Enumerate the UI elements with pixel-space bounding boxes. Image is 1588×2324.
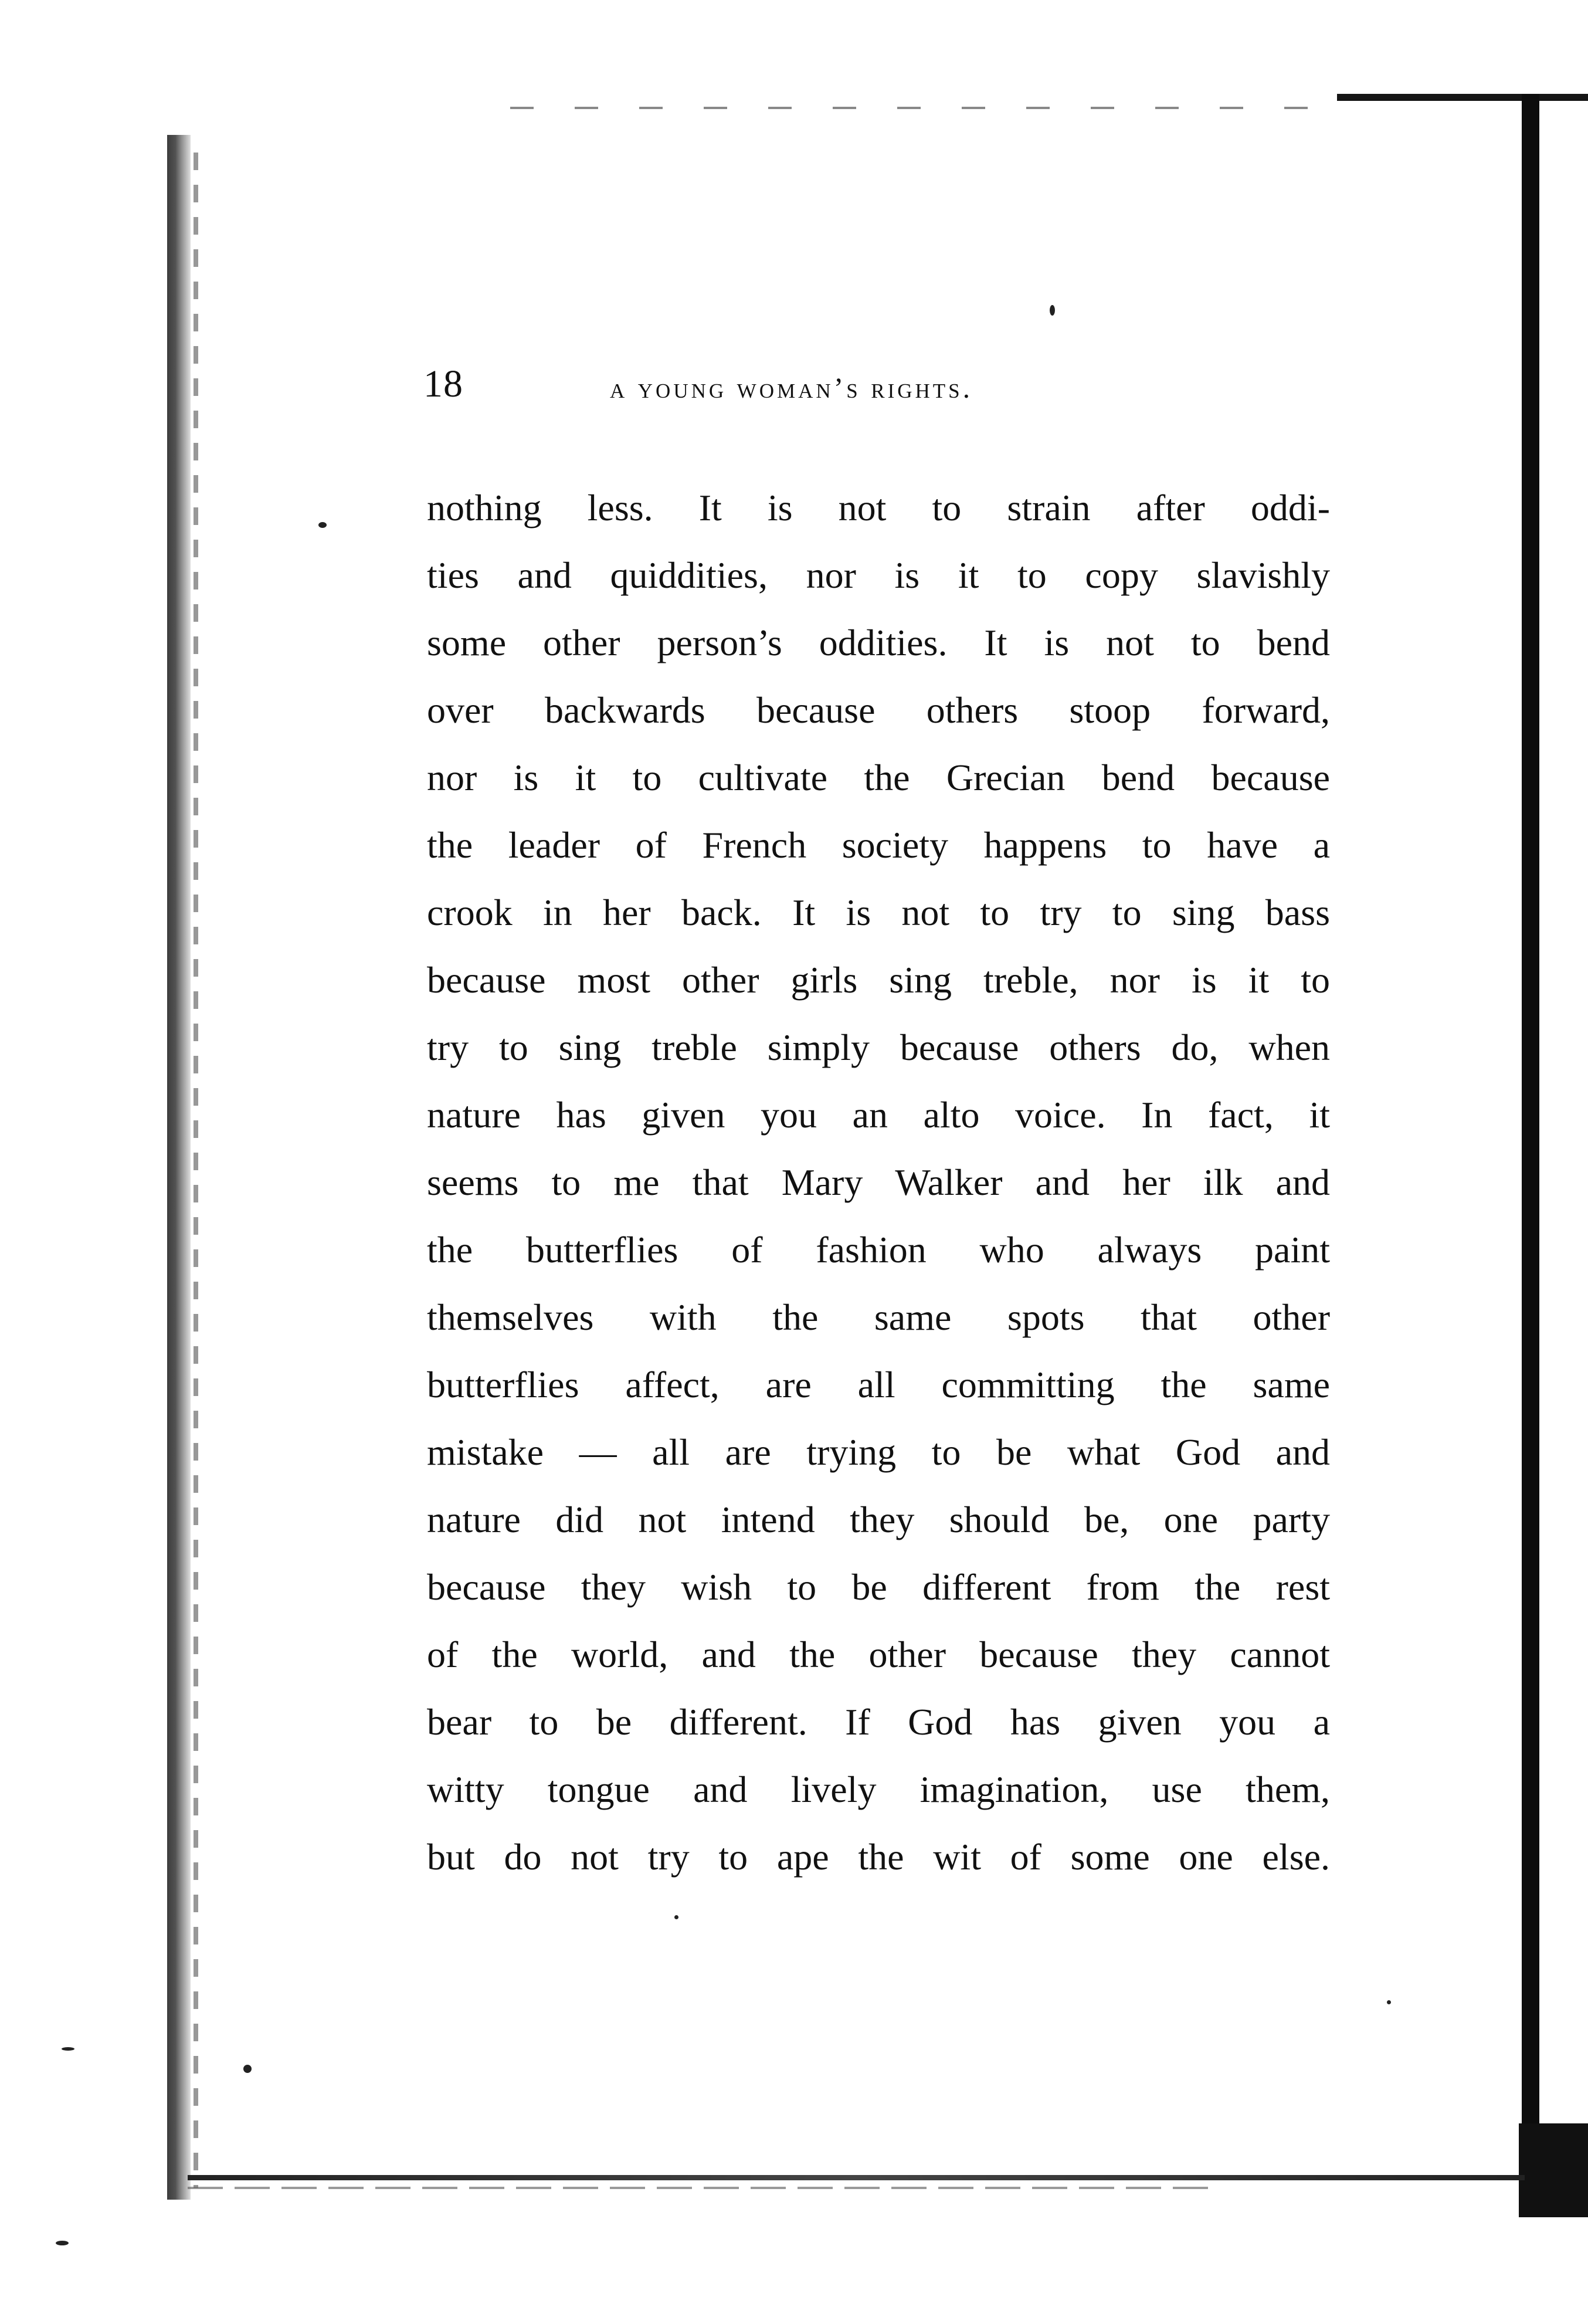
- speck: [318, 522, 327, 528]
- text-line: themselves with the same spots that other: [427, 1296, 1330, 1338]
- speck: [674, 1915, 678, 1919]
- text-line: because they wish to be different from the rest: [427, 1566, 1330, 1608]
- speck: [1050, 305, 1055, 316]
- bottom-edge-rule: [188, 2175, 1525, 2180]
- text-line: of the world, and the other because they cannot: [427, 1634, 1330, 1675]
- speck: [1387, 2000, 1391, 2004]
- bottom-edge-dashes: [188, 2187, 1214, 2189]
- left-binding-shadow: [167, 135, 191, 2200]
- text-line: butterflies affect, are all committing the same: [427, 1364, 1330, 1405]
- right-edge-corner: [1519, 2123, 1588, 2217]
- text-line: witty tongue and lively imagination, use them,: [427, 1769, 1330, 1810]
- speck: [56, 2241, 69, 2245]
- text-line: some other person’s oddities. It is not to bend: [427, 622, 1330, 663]
- text-line: crook in her back. It is not to try to sing bass: [427, 892, 1330, 933]
- speck: [62, 2047, 74, 2051]
- body-paragraph: [427, 474, 1330, 1891]
- speck: [243, 2065, 252, 2073]
- text-line: mistake — all are trying to be what God and: [427, 1431, 1330, 1473]
- left-binding-speckle: [194, 153, 198, 2188]
- top-edge-rule: [1337, 94, 1588, 101]
- text-line: nature has given you an alto voice. In fact, it: [427, 1094, 1330, 1136]
- text-line: seems to me that Mary Walker and her ilk and: [427, 1161, 1330, 1203]
- text-line: bear to be different. If God has given you a: [427, 1701, 1330, 1743]
- text-line: ties and quiddities, nor is it to copy slavishly: [427, 554, 1330, 596]
- text-line: the butterflies of fashion who always paint: [427, 1229, 1330, 1271]
- page-number: 18: [423, 363, 463, 405]
- text-line: because most other girls sing treble, nor is it to: [427, 959, 1330, 1001]
- text-line: but do not try to ape the wit of some one else.: [427, 1836, 1330, 1878]
- right-edge-border: [1522, 94, 1539, 2217]
- text-line: nature did not intend they should be, one party: [427, 1499, 1330, 1540]
- running-head: [423, 358, 1151, 411]
- running-title: a young woman’s rights.: [610, 371, 973, 404]
- text-line: nor is it to cultivate the Grecian bend because: [427, 757, 1330, 798]
- text-line: try to sing treble simply because others do, when: [427, 1027, 1330, 1068]
- text-line: nothing less. It is not to strain after oddi-: [427, 487, 1330, 529]
- text-line: over backwards because others stoop forward,: [427, 689, 1330, 731]
- text-line: the leader of French society happens to have a: [427, 824, 1330, 866]
- top-edge-dashes: [510, 107, 1331, 109]
